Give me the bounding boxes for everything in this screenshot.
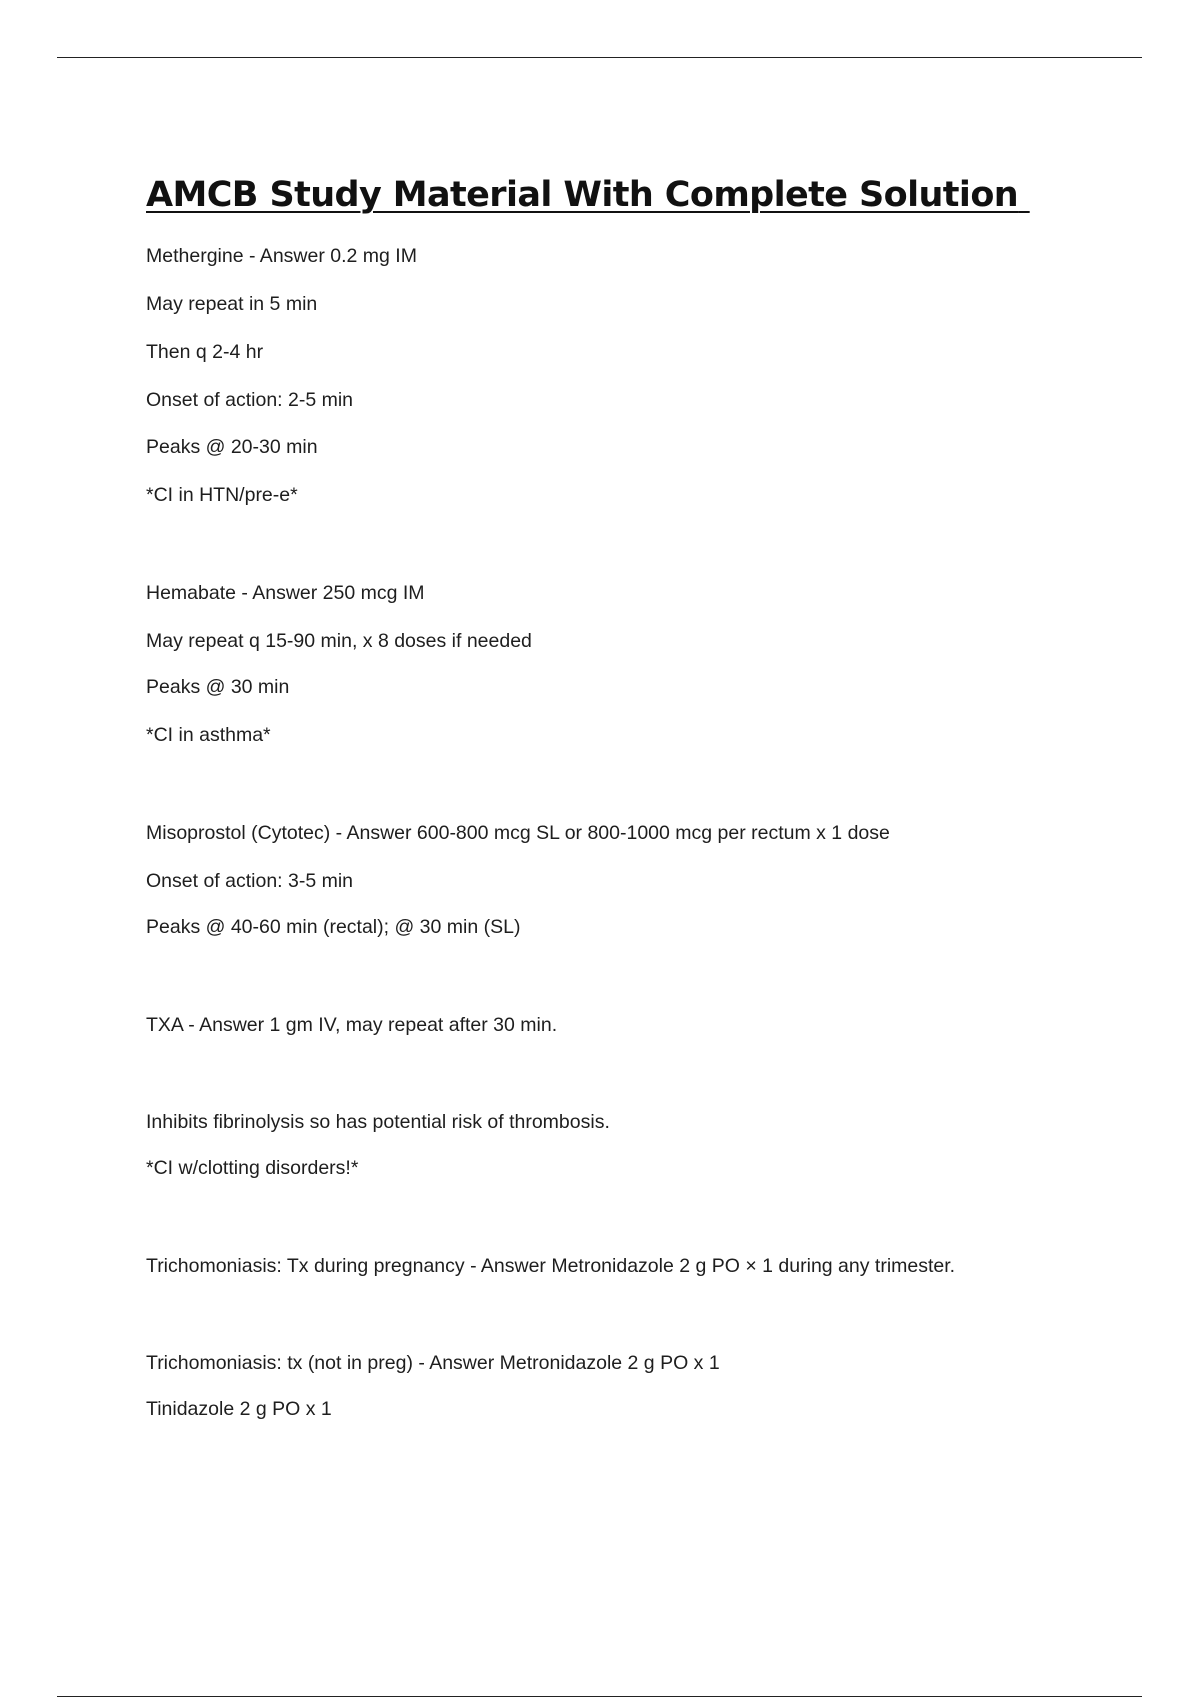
footer-rule [57,1696,1142,1697]
text-line: Peaks @ 40-60 min (rectal); @ 30 min (SL) [146,916,521,938]
text-line: Peaks @ 20-30 min [146,436,318,458]
document-title: AMCB Study Material With Complete Solution [146,175,1019,215]
text-line: Trichomoniasis: tx (not in preg) - Answer Metronidazole 2 g PO x 1 [146,1352,720,1374]
text-line: Inhibits fibrinolysis so has potential risk of thrombosis. [146,1111,610,1133]
text-line: Trichomoniasis: Tx during pregnancy - Answer Metronidazole 2 g PO × 1 during any trimester. [146,1255,956,1277]
text-line: Misoprostol (Cytotec) - Answer 600-800 mcg SL or 800-1000 mcg per rectum x 1 dose [146,822,890,844]
text-line: TXA - Answer 1 gm IV, may repeat after 30 min. [146,1014,558,1036]
text-line: Then q 2-4 hr [146,341,264,363]
text-line: Hemabate - Answer 250 mcg IM [146,582,425,604]
text-line: Onset of action: 2-5 min [146,389,354,411]
text-line: Onset of action: 3-5 min [146,870,354,892]
text-line: *CI w/clotting disorders!* [146,1157,359,1179]
text-line: May repeat in 5 min [146,293,318,315]
text-line: Tinidazole 2 g PO x 1 [146,1398,332,1420]
text-line: Peaks @ 30 min [146,676,290,698]
text-line: *CI in HTN/pre-e* [146,484,298,506]
header-rule [57,57,1142,58]
text-line: May repeat q 15-90 min, x 8 doses if needed [146,630,532,652]
text-line: *CI in asthma* [146,724,271,746]
text-line: Methergine - Answer 0.2 mg IM [146,245,417,267]
